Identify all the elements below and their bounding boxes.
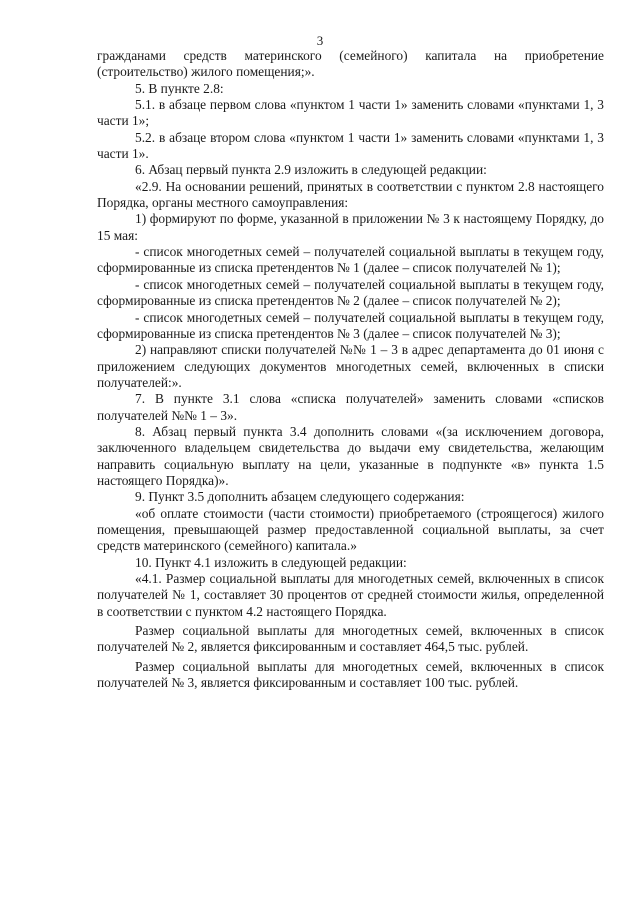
paragraph-item-8: 8. Абзац первый пункта 3.4 дополнить словами «(за исключением договора, заключенного владельцем свидетельства до выдачи ему свидетельства, желающим направить социальную выплату на цели, указанные в подпункте «в» пункта 1.5 настоящего Порядка)». <box>97 423 604 488</box>
paragraph-continuation: гражданами средств материнского (семейного) капитала на приобретение (строительство) жилого помещения;». <box>97 48 604 80</box>
paragraph-item-5: 5. В пункте 2.8: <box>135 80 224 96</box>
paragraph-clause-4-1: «4.1. Размер социальной выплаты для многодетных семей, включенных в список получателей № 1, составляет 30 процентов от средней стоимости жилья, определенной в соответствии с пунктом 4.2 настоящего Порядка. <box>97 571 604 619</box>
paragraph-item-9: 9. Пункт 3.5 дополнить абзацем следующего содержания: <box>135 489 465 505</box>
paragraph-list-1: - список многодетных семей – получателей социальной выплаты в текущем году, сформированные из списка претендентов № 1 (далее – список получателей № 1); <box>97 244 604 276</box>
page-number: 3 <box>316 33 324 48</box>
paragraph-subitem-1: 1) формируют по форме, указанной в приложении № 3 к настоящему Порядку, до 15 мая: <box>97 211 604 243</box>
paragraph-list-2: - список многодетных семей – получателей социальной выплаты в текущем году, сформированные из списка претендентов № 2 (далее – список получателей № 2); <box>97 276 604 309</box>
paragraph-item-5-1: 5.1. в абзаце первом слова «пунктом 1 части 1» заменить словами «пунктами 1, 3 части 1»; <box>97 97 604 129</box>
paragraph-list-3: - список многодетных семей – получателей социальной выплаты в текущем году, сформированные из списка претендентов № 3 (далее – список получателей № 3); <box>97 309 604 341</box>
paragraph-item-10: 10. Пункт 4.1 изложить в следующей редакции: <box>135 554 407 570</box>
paragraph-payment-list-2: Размер социальной выплаты для многодетных семей, включенных в список получателей № 2, является фиксированным и составляет 464,5 тыс. рублей. <box>97 623 604 655</box>
paragraph-payment-list-3: Размер социальной выплаты для многодетных семей, включенных в список получателей № 3, является фиксированным и составляет 100 тыс. рублей. <box>97 658 604 691</box>
paragraph-item-6: 6. Абзац первый пункта 2.9 изложить в следующей редакции: <box>135 162 487 178</box>
document-body <box>97 48 604 691</box>
paragraph-item-5-2: 5.2. в абзаце втором слова «пунктом 1 части 1» заменить словами «пунктами 1, 3 части 1». <box>97 129 604 162</box>
paragraph-added-text: «об оплате стоимости (части стоимости) приобретаемого (строящегося) жилого помещения, превышающей размер предоставленной социальной выплаты, за счет средств материнского (семейного) капитала.» <box>97 505 604 554</box>
paragraph-subitem-2: 2) направляют списки получателей №№ 1 – 3 в адрес департамента до 01 июня с приложением следующих документов многодетных семей, включенных в списки получателей:». <box>97 342 604 390</box>
paragraph-clause-2-9: «2.9. На основании решений, принятых в соответствии с пунктом 2.8 настоящего Порядка, органы местного самоуправления: <box>97 178 604 211</box>
paragraph-item-7: 7. В пункте 3.1 слова «списка получателей» заменить словами «списков получателей №№ 1 – 3». <box>97 391 604 423</box>
